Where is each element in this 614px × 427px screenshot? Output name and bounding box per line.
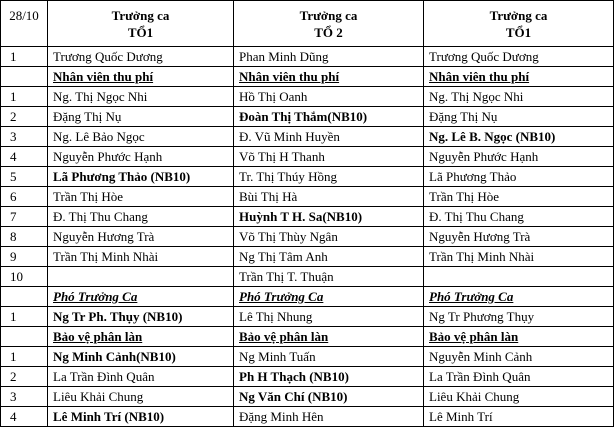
cell-text: Lê Minh Trí (429, 409, 493, 424)
cell-text: Bảo vệ phân làn (239, 329, 329, 344)
table-cell (48, 287, 234, 307)
cell-text: Ng. Thị Ngọc Nhi (429, 89, 524, 104)
row-number: 3 (1, 387, 48, 407)
table-row (1, 227, 614, 247)
cell-text: Ng Thị Tâm Anh (239, 249, 328, 264)
cell-text: Ng. Lê Bảo Ngọc (53, 129, 145, 144)
cell-text: Đoàn Thị Thắm(NB10) (239, 109, 368, 124)
table-cell (234, 367, 424, 387)
table-cell (424, 227, 614, 247)
cell-text: Đ. Vũ Minh Huyền (239, 129, 340, 144)
table-cell (234, 247, 424, 267)
column-header-team: TỔ1 (505, 24, 532, 40)
table-row (1, 307, 614, 327)
row-number: 5 (1, 167, 48, 187)
cell-text: Trần Thị Minh Nhài (53, 249, 159, 264)
cell-text: Đ. Thị Thu Chang (429, 209, 524, 224)
cell-text: Trần Thị Hòe (53, 189, 124, 204)
table-cell (424, 187, 614, 207)
table-cell (424, 47, 614, 67)
cell-text: Đặng Minh Hên (239, 409, 324, 424)
row-number: 4 (1, 407, 48, 427)
column-header-title: Trưởng ca (299, 7, 358, 23)
cell-text: La Trần Đình Quân (429, 369, 531, 384)
table-cell (424, 107, 614, 127)
cell-text: Ng Tr Ph. Thụy (NB10) (53, 309, 183, 324)
table-row (1, 207, 614, 227)
cell-text: Nguyễn Hương Trà (429, 229, 531, 244)
column-header-title: Trưởng ca (489, 7, 548, 23)
table-row (1, 127, 614, 147)
cell-text: Ng Văn Chí (NB10) (239, 389, 348, 404)
table-cell (48, 247, 234, 267)
table-row (1, 407, 614, 427)
cell-text: Ph H Thạch (NB10) (239, 369, 349, 384)
column-header-team: TỔ 2 (314, 24, 343, 40)
cell-text: Phó Trưởng Ca (429, 289, 514, 304)
table-cell (48, 167, 234, 187)
table-cell (48, 347, 234, 367)
table-cell (48, 67, 234, 87)
table-cell (234, 227, 424, 247)
table-row (1, 367, 614, 387)
cell-text: Nhân viên thu phí (239, 69, 340, 84)
table-cell (234, 347, 424, 367)
table-cell (424, 307, 614, 327)
table-cell (424, 127, 614, 147)
table-cell (234, 207, 424, 227)
cell-text: Nguyễn Phước Hạnh (429, 149, 539, 164)
cell-text: Ng. Thị Ngọc Nhi (53, 89, 148, 104)
row-number: 1 (1, 87, 48, 107)
cell-text: Ng Minh Tuấn (239, 349, 316, 364)
row-number: 1 (1, 47, 48, 67)
table-cell (48, 267, 234, 287)
cell-text: Bảo vệ phân làn (429, 329, 519, 344)
cell-text: Phó Trưởng Ca (239, 289, 324, 304)
table-cell (48, 47, 234, 67)
table-cell (234, 187, 424, 207)
row-number: 3 (1, 127, 48, 147)
cell-text: Lê Thị Nhung (239, 309, 313, 324)
table-cell (424, 207, 614, 227)
table-row (1, 287, 614, 307)
cell-text: Đặng Thị Nụ (53, 109, 122, 124)
table-cell (48, 327, 234, 347)
table-cell (424, 387, 614, 407)
table-row (1, 247, 614, 267)
cell-text: Nguyễn Minh Cảnh (429, 349, 533, 364)
table-cell (424, 147, 614, 167)
cell-text: Lã Phương Thảo (429, 169, 517, 184)
cell-text: Trần Thị T. Thuận (239, 269, 334, 284)
table-cell (48, 187, 234, 207)
table-row (1, 147, 614, 167)
column-header-team: TỔ1 (127, 24, 154, 40)
table-cell (234, 407, 424, 427)
cell-text: Tr. Thị Thúy Hồng (239, 169, 338, 184)
cell-text: Liêu Khải Chung (429, 389, 520, 404)
table-row (1, 347, 614, 367)
table-cell (424, 347, 614, 367)
column-header-2 (234, 1, 424, 47)
table-cell (48, 367, 234, 387)
table-cell (234, 387, 424, 407)
cell-text: Nguyễn Hương Trà (53, 229, 155, 244)
cell-text: Trương Quốc Dương (429, 49, 539, 64)
row-number: 1 (1, 307, 48, 327)
cell-text: La Trần Đình Quân (53, 369, 155, 384)
table-cell (234, 107, 424, 127)
cell-text: Ng Minh Cảnh(NB10) (53, 349, 176, 364)
row-number: 4 (1, 147, 48, 167)
cell-text: Lã Phương Thảo (NB10) (53, 169, 191, 184)
table-cell (424, 267, 614, 287)
table-cell (234, 127, 424, 147)
table-cell (234, 67, 424, 87)
table-cell (234, 327, 424, 347)
row-number: 7 (1, 207, 48, 227)
table-row (1, 167, 614, 187)
table-cell (48, 207, 234, 227)
table-cell (424, 87, 614, 107)
table-cell (424, 67, 614, 87)
table-cell (48, 127, 234, 147)
row-number: 10 (1, 267, 48, 287)
table-row (1, 67, 614, 87)
table-cell (424, 247, 614, 267)
cell-text: Nhân viên thu phí (429, 69, 530, 84)
column-header-1 (48, 1, 234, 47)
cell-text: Huỳnh T H. Sa(NB10) (239, 209, 363, 224)
table-cell (424, 167, 614, 187)
table-cell (234, 307, 424, 327)
table-row (1, 47, 614, 67)
table-cell (234, 147, 424, 167)
cell-text: Hồ Thị Oanh (239, 89, 308, 104)
cell-text: Trương Quốc Dương (53, 49, 163, 64)
row-number: 6 (1, 187, 48, 207)
cell-text: Ng Tr Phương Thụy (429, 309, 535, 324)
cell-text: Trần Thị Hòe (429, 189, 500, 204)
cell-text: Phó Trưởng Ca (53, 289, 138, 304)
table-row (1, 187, 614, 207)
table-cell (48, 407, 234, 427)
table-cell (424, 287, 614, 307)
table-cell (48, 307, 234, 327)
table-cell (424, 327, 614, 347)
row-number: 8 (1, 227, 48, 247)
cell-text: Liêu Khải Chung (53, 389, 144, 404)
cell-text: Lê Minh Trí (NB10) (53, 409, 165, 424)
table-row (1, 87, 614, 107)
table-cell (48, 147, 234, 167)
table-cell (48, 387, 234, 407)
cell-text: Nguyễn Phước Hạnh (53, 149, 163, 164)
cell-text: Trần Thị Minh Nhài (429, 249, 535, 264)
table-cell (48, 87, 234, 107)
table-cell (48, 227, 234, 247)
cell-text: Ng. Lê B. Ngọc (NB10) (429, 129, 556, 144)
cell-text: Đặng Thị Nụ (429, 109, 498, 124)
row-number (1, 67, 48, 87)
date-cell: 28/10 (1, 1, 48, 47)
table-row (1, 107, 614, 127)
table-cell (234, 167, 424, 187)
roster-body (1, 1, 614, 427)
row-number: 2 (1, 107, 48, 127)
cell-text: Phan Minh Dũng (239, 49, 329, 64)
table-cell (48, 107, 234, 127)
row-number (1, 327, 48, 347)
row-number (1, 287, 48, 307)
cell-text: Nhân viên thu phí (53, 69, 154, 84)
column-header-3 (424, 1, 614, 47)
row-number: 1 (1, 347, 48, 367)
table-row (1, 327, 614, 347)
table-cell (234, 47, 424, 67)
table-cell (234, 87, 424, 107)
cell-text: Võ Thị Thùy Ngân (239, 229, 338, 244)
table-cell (424, 367, 614, 387)
header-row (1, 1, 614, 47)
table-cell (234, 267, 424, 287)
cell-text: Đ. Thị Thu Chang (53, 209, 148, 224)
table-cell (234, 287, 424, 307)
table-row (1, 267, 614, 287)
table-cell (424, 407, 614, 427)
cell-text: Võ Thị H Thanh (239, 149, 325, 164)
table-row (1, 387, 614, 407)
row-number: 9 (1, 247, 48, 267)
cell-text: Bùi Thị Hà (239, 189, 298, 204)
column-header-title: Trưởng ca (111, 7, 170, 23)
row-number: 2 (1, 367, 48, 387)
cell-text: Bảo vệ phân làn (53, 329, 143, 344)
